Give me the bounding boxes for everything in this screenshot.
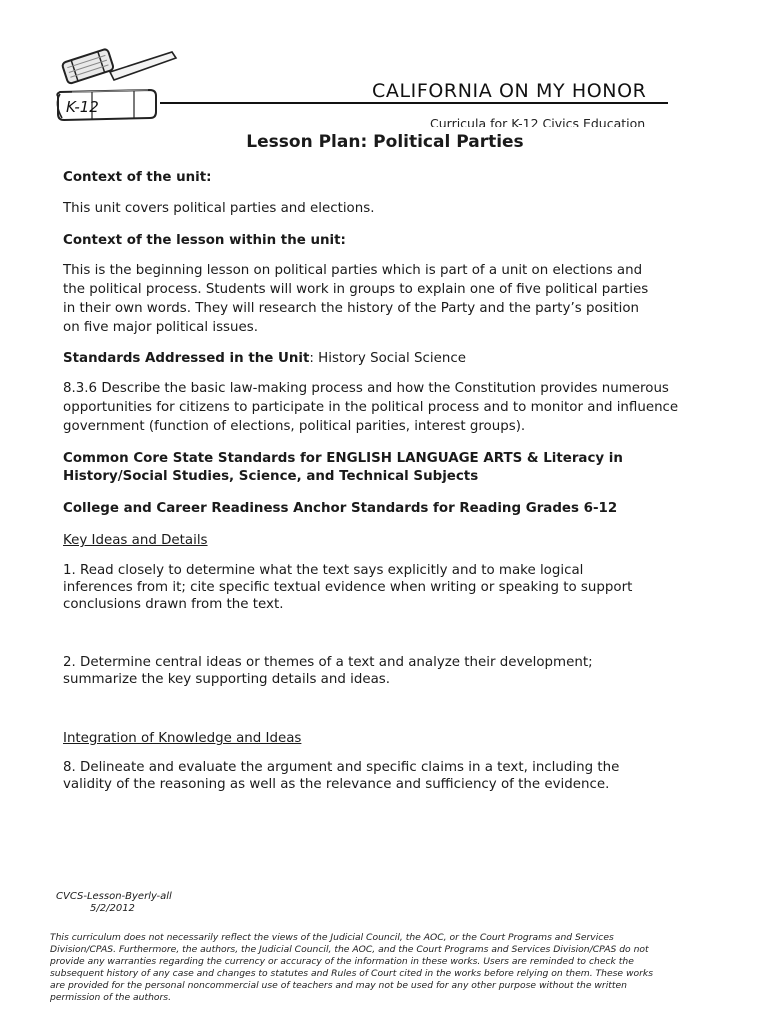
standards-heading: Standards Addressed in the Unit [63,351,310,366]
standard-item-2: summarize the key supporting details and ideas. [63,672,391,687]
common-core-heading: History/Social Studies, Science, and Technical Subjects [63,469,479,484]
integration-heading: Integration of Knowledge and Ideas [63,731,302,746]
disclaimer-line: subsequent history of any case and changes to statutes and Rules of Court cited in the works before relying on them. These works [50,967,653,979]
footer-disclaimer [50,932,720,1003]
standard-836-line: 8.3.6 Describe the basic law-making process and how the Constitution provides numerous [63,381,669,396]
standard-item-1: conclusions drawn from the text. [63,597,284,612]
program-subtitle: Curricula for K-12 Civics Education [430,116,646,127]
disclaimer-line: This curriculum does not necessarily reflect the views of the Judicial Council, the AOC, or the Court Programs and Services [50,932,614,943]
program-title: CALIFORNIA ON MY HONOR [372,80,647,102]
lesson-title [0,132,770,152]
disclaimer-line: permission of the authors. [50,991,172,1003]
context-lesson-line: This is the beginning lesson on political parties which is part of a unit on elections and [63,263,643,278]
ccr-heading: College and Career Readiness Anchor Standards for Reading Grades 6-12 [63,501,618,516]
disclaimer-line: provide any warranties regarding the currency or accuracy of the information in these works. Users are reminded to check the [50,955,634,967]
context-lesson-line: in their own words. They will research the history of the Party and the party’s position [63,301,640,316]
disclaimer-line: are provided for the personal noncommercial use of teachers and may not be used for any other purpose without the written [50,979,627,991]
gavel-book-logo [52,44,182,124]
standard-item-1: inferences from it; cite specific textual evidence when writing or speaking to support [63,580,633,595]
standard-836-line: opportunities for citizens to participate in the political process and to monitor and influence [63,400,679,415]
standard-item-8: 8. Delineate and evaluate the argument and specific claims in a text, including the [63,760,620,775]
context-lesson-line: on five major political issues. [63,320,258,335]
footer-doc-info [56,891,172,915]
context-unit-text: This unit covers political parties and elections. [63,201,375,216]
key-ideas-heading: Key Ideas and Details [63,533,208,548]
standard-item-2: 2. Determine central ideas or themes of a text and analyze their development; [63,655,593,670]
standards-value: : History Social Science [309,351,466,366]
program-subtitle-clip [430,113,670,127]
footer-doc-id: CVCS-Lesson-Byerly-all [56,891,172,902]
footer-date: 5/2/2012 [90,903,135,914]
lesson-title-text: Lesson Plan: Political Parties [246,132,524,152]
standard-836-line: government (function of elections, political parities, interest groups). [63,419,526,434]
standard-item-8: validity of the reasoning as well as the relevance and sufficiency of the evidence. [63,777,610,792]
logo-k12-text: K-12 [66,98,99,116]
disclaimer-line: Division/CPAS. Furthermore, the authors, the Judicial Council, the AOC, and the Court Programs and Services Division/CPAS do not [50,943,649,955]
common-core-heading: Common Core State Standards for ENGLISH LANGUAGE ARTS & Literacy in [63,451,623,466]
context-unit-heading: Context of the unit: [63,170,212,185]
standards-line [63,349,466,368]
header-rule [160,102,668,104]
standard-item-1: 1. Read closely to determine what the text says explicitly and to make logical [63,563,584,578]
context-lesson-line: the political process. Students will work in groups to explain one of five political parties [63,282,649,297]
context-lesson-heading: Context of the lesson within the unit: [63,233,346,248]
